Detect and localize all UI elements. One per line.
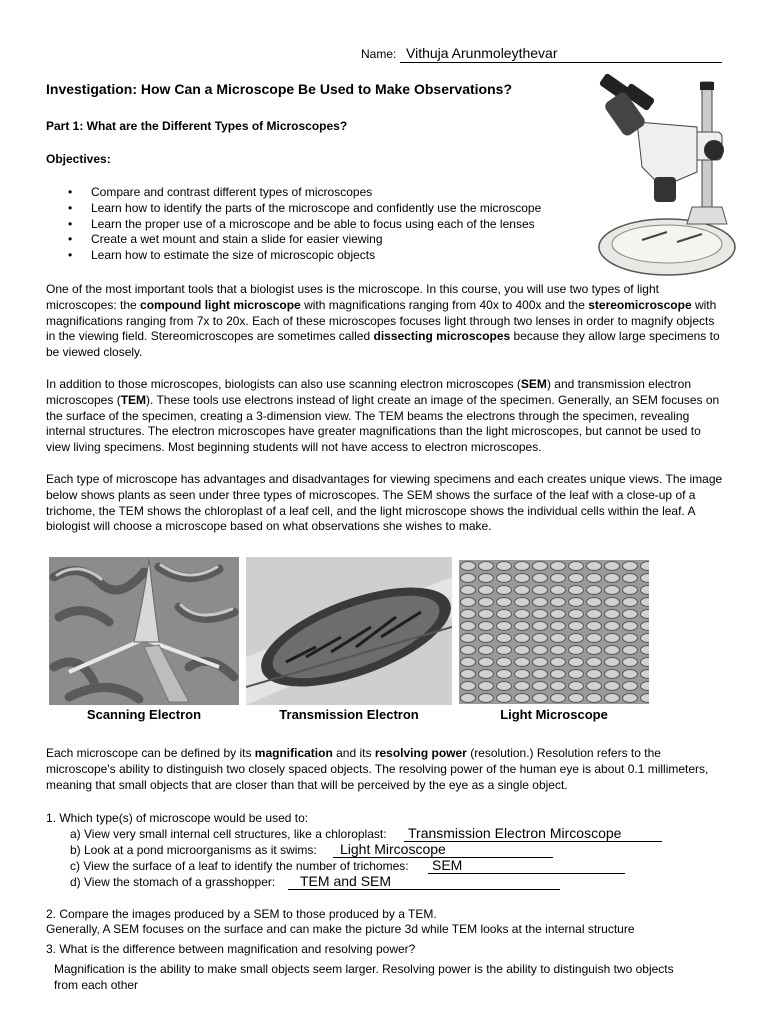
- answer-underline: [428, 873, 625, 874]
- question-1a: a) View very small internal cell structures, like a chloroplast:: [70, 827, 387, 841]
- question-1b: b) Look at a pond microorganisms as it swims:: [70, 843, 317, 857]
- question-2: 2. Compare the images produced by a SEM to those produced by a TEM.: [46, 907, 437, 921]
- name-field[interactable]: Vithuja Arunmoleythevar: [406, 45, 558, 61]
- answer-3[interactable]: Magnification is the ability to make small objects seem larger. Resolving power is the ability to distinguish two objects from each other: [54, 962, 674, 992]
- question-1: 1. Which type(s) of microscope would be used to:: [46, 811, 309, 825]
- name-underline: [400, 62, 722, 63]
- objectives-list: [46, 185, 586, 264]
- paragraph-electron-microscopes: In addition to those microscopes, biologists can also use scanning electron microscopes (SEM) and transmission electron microscopes (TEM). These tools use electrons instead of light create an image of the specimen. Generally, an SEM focuses on the surface of the specimen, creating a 3-dimension view. The TEM beams the electrons through the specimen, revealing internal structures. The electron microscopes have greater magnifications than the light microscopes, but cannot be used to view living specimens. Most beginning students will not have access to electron microscopes.: [46, 377, 720, 455]
- objectives-heading: Objectives:: [46, 152, 111, 166]
- list-item: • Create a wet mount and stain a slide for easier viewing: [46, 232, 586, 248]
- answer-1a[interactable]: Transmission Electron Mircoscope: [408, 825, 622, 841]
- tem-chloroplast-image: [246, 557, 452, 705]
- page-title: Investigation: How Can a Microscope Be Used to Make Observations?: [46, 81, 512, 97]
- answer-1d[interactable]: TEM and SEM: [300, 873, 392, 889]
- question-3: 3. What is the difference between magnification and resolving power?: [46, 942, 416, 956]
- list-item: • Compare and contrast different types of microscopes: [46, 185, 586, 201]
- stereomicroscope-image: [592, 72, 742, 282]
- paragraph-light-microscopes: One of the most important tools that a biologist uses is the microscope. In this course, you will use two types of light microscopes: the compound light microscope with magnifications ranging from 40x to 400x and the stereomicroscope with magnifications ranging from 7x to 20x. Each of these microscopes focuses light through two lenses in order to magnify objects in the viewing field. Stereomicroscopes are sometimes called dissecting microscopes because they allow large specimens to be viewed closely.: [46, 282, 720, 360]
- answer-1c[interactable]: SEM: [432, 857, 463, 873]
- sem-leaf-image: [49, 557, 239, 705]
- name-label: Name:: [361, 47, 397, 61]
- answer-1b[interactable]: Light Mircoscope: [340, 841, 446, 857]
- list-item: • Learn the proper use of a microscope and be able to focus using each of the lenses: [46, 217, 586, 233]
- paragraph-image-intro: Each type of microscope has advantages and disadvantages for viewing specimens and each creates unique views. The image below shows plants as seen under three types of microscopes. The SEM shows the surface of the leaf with a close-up of a trichome, the TEM shows the chloroplast of a leaf cell, and the light microscope shows the individual cells within the leaf. A biologist will choose a microscope based on what observations she wishes to make.: [46, 472, 723, 534]
- question-1c: c) View the surface of a leaf to identify the number of trichomes:: [70, 859, 409, 873]
- question-1d: d) View the stomach of a grasshopper:: [70, 875, 276, 889]
- answer-underline: [288, 889, 560, 890]
- part1-heading: Part 1: What are the Different Types of Microscopes?: [46, 119, 348, 133]
- caption-tem: Transmission Electron: [279, 707, 419, 722]
- caption-sem: Scanning Electron: [86, 707, 202, 722]
- list-item: • Learn how to identify the parts of the microscope and confidently use the microscope: [46, 201, 586, 217]
- paragraph-resolution: Each microscope can be defined by its magnification and its resolving power (resolution.) Resolution refers to the microscope's ability to distinguish two closely spaced objects. The resolving power of the human eye is about 0.1 millimeters, meaning that small objects that are closer than that will be perceived by the eye as a single object.: [46, 746, 709, 792]
- caption-light: Light Microscope: [500, 707, 608, 722]
- list-item: • Learn how to estimate the size of microscopic objects: [46, 248, 586, 264]
- light-microscope-cells-image: [459, 560, 649, 704]
- answer-2[interactable]: Generally, A SEM focuses on the surface and can make the picture 3d while TEM looks at the internal structure: [46, 922, 635, 936]
